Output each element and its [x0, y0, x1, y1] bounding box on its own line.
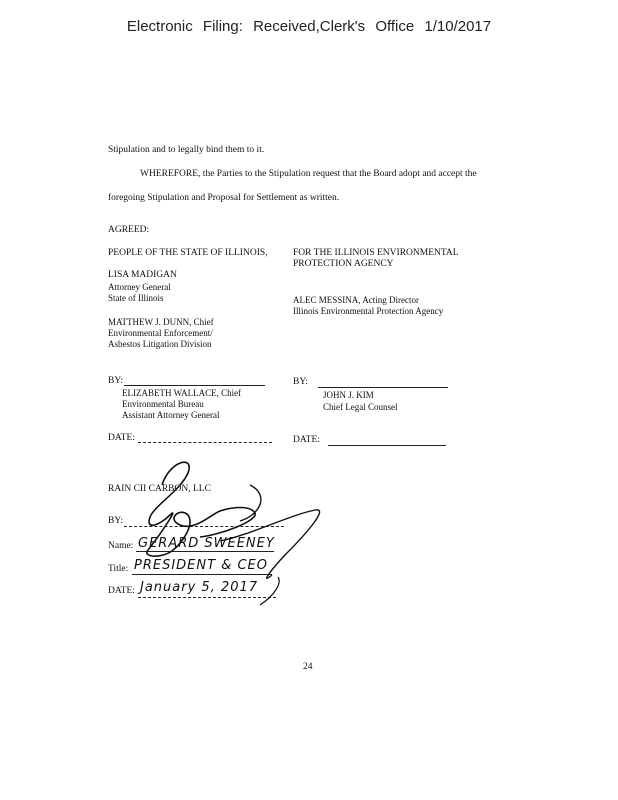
left-date-line — [138, 442, 272, 443]
body-line-3: foregoing Stipulation and Proposal for Settlement as written. — [108, 193, 340, 203]
company-name: RAIN CII CARBON, LLC — [108, 484, 211, 494]
right-date-line — [328, 445, 446, 446]
company-date-label: DATE: — [108, 586, 135, 596]
left-signer1-name: LISA MADIGAN — [108, 270, 177, 280]
company-title-handwritten: PRESIDENT & CEO — [134, 558, 268, 573]
company-by-label: BY: — [108, 516, 123, 526]
left-date-label: DATE: — [108, 433, 135, 443]
left-signer2-name: MATTHEW J. DUNN, Chief — [108, 317, 214, 327]
body-line-1: Stipulation and to legally bind them to it. — [108, 145, 265, 155]
right-party-name-2: PROTECTION AGENCY — [293, 259, 394, 269]
right-party-name-1: FOR THE ILLINOIS ENVIRONMENTAL — [293, 248, 459, 258]
right-signature-line — [318, 387, 448, 388]
right-by-label: BY: — [293, 377, 308, 387]
company-name-handwritten: GERARD SWEENEY — [138, 536, 275, 551]
right-by-title: Chief Legal Counsel — [323, 402, 398, 412]
body-line-2: WHEREFORE, the Parties to the Stipulation request that the Board adopt and accept the — [140, 169, 477, 179]
right-signer-title: Illinois Environmental Protection Agency — [293, 306, 444, 316]
filing-stamp: Electronic Filing: Received,Clerk's Office 1/10/2017 — [126, 18, 492, 35]
left-by-name: ELIZABETH WALLACE, Chief — [122, 388, 242, 398]
company-title-label: Title: — [108, 564, 129, 574]
left-by-label: BY: — [108, 376, 123, 386]
company-date-handwritten: January 5, 2017 — [140, 580, 259, 595]
left-signer1-title1: Attorney General — [108, 282, 171, 292]
left-signer1-title2: State of Illinois — [108, 293, 164, 303]
right-by-name: JOHN J. KIM — [323, 390, 374, 400]
left-signer2-title1: Environmental Enforcement/ — [108, 328, 213, 338]
right-signer-name: ALEC MESSINA, Acting Director — [293, 295, 419, 305]
company-name-label: Name: — [108, 541, 134, 551]
signature-scribble-icon — [100, 455, 340, 615]
left-by-title1: Environmental Bureau — [122, 399, 204, 409]
left-by-title2: Assistant Attorney General — [122, 410, 220, 420]
left-party-name: PEOPLE OF THE STATE OF ILLINOIS, — [108, 248, 268, 258]
left-signature-line — [124, 385, 265, 386]
left-signer2-title2: Asbestos Litigation Division — [108, 339, 212, 349]
right-date-label: DATE: — [293, 435, 320, 445]
page-number: 24 — [303, 662, 313, 672]
agreed-heading: AGREED: — [108, 225, 150, 235]
